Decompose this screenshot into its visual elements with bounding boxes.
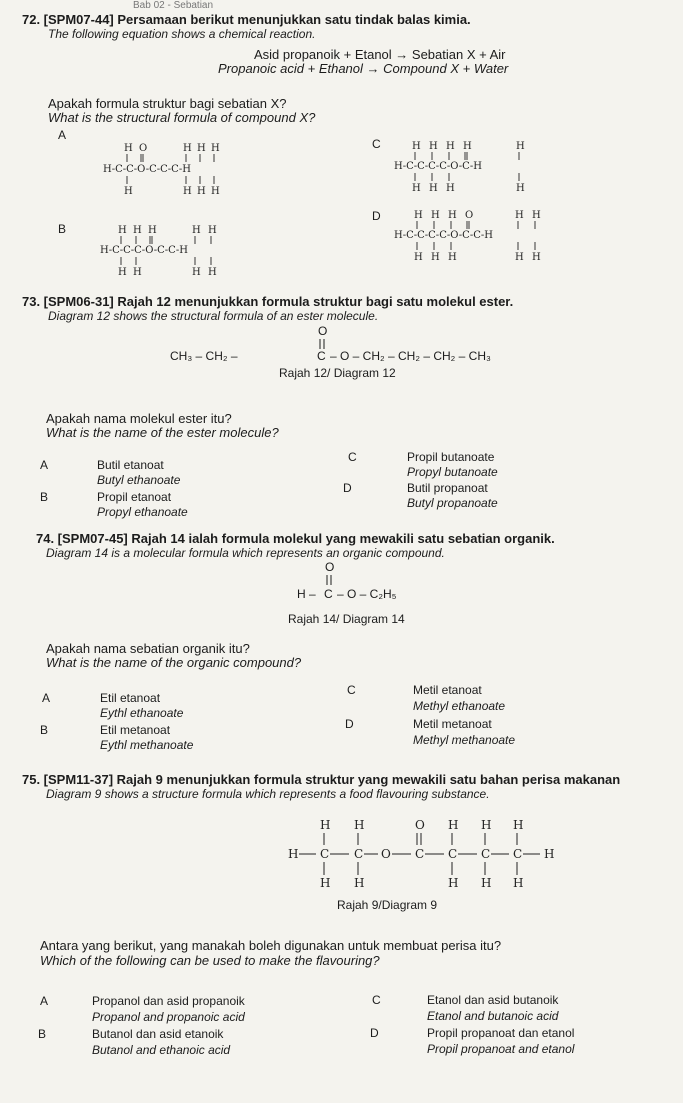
svg-text:H: H (320, 876, 331, 890)
svg-text:H: H (448, 210, 457, 221)
svg-text:H: H (429, 141, 438, 152)
q74-option-c-ms[interactable]: Metil etanoat (413, 683, 482, 697)
q74-option-b-en[interactable]: Eythl methanoate (100, 738, 194, 752)
svg-text:O: O (139, 143, 148, 154)
svg-text:– O – CH₂ – CH₂ – CH₂ – CH₃: – O – CH₂ – CH₂ – CH₂ – CH₃ (330, 349, 491, 363)
q73-option-b-ms[interactable]: Propil etanoat (97, 490, 172, 504)
q73-option-a-ms[interactable]: Butil etanoat (97, 458, 164, 472)
svg-text:H-C-C-C-O-C-C-H: H-C-C-C-O-C-C-H (100, 245, 188, 256)
q75-option-b-en[interactable]: Butanol and ethanoic acid (92, 1043, 231, 1057)
q72-option-d-structure (394, 207, 594, 269)
q72-title-en: The following equation shows a chemical reaction. (48, 27, 316, 41)
svg-text:H-C-C-C-C-O-C-C-H: H-C-C-C-C-O-C-C-H (394, 230, 493, 241)
q75-ask-en: Which of the following can be used to make the flavouring? (40, 953, 380, 968)
q73-option-c-ms[interactable]: Propil butanoate (407, 450, 495, 464)
q72-equation-ms: Asid propanoik + Etanol → Sebatian X + Air (254, 47, 506, 62)
q75-option-c-en[interactable]: Etanol and butanoic acid (427, 1009, 559, 1023)
svg-text:H: H (124, 143, 133, 154)
q74-option-d-letter[interactable]: D (345, 717, 354, 731)
svg-text:H: H (516, 183, 525, 194)
q75-option-c-letter[interactable]: C (372, 993, 381, 1007)
q75-ask-ms: Antara yang berikut, yang manakah boleh digunakan untuk membuat perisa itu? (40, 938, 502, 953)
q73-option-d-letter[interactable]: D (343, 481, 352, 495)
q73-option-a-en[interactable]: Butyl ethanoate (97, 473, 181, 487)
svg-text:H: H (544, 847, 555, 861)
svg-text:H: H (183, 143, 192, 154)
svg-text:H: H (133, 267, 142, 278)
svg-text:H: H (412, 141, 421, 152)
q73-option-c-letter[interactable]: C (348, 450, 357, 464)
svg-text:H: H (532, 210, 541, 221)
q75-caption: Rajah 9/Diagram 9 (337, 898, 438, 912)
q75-option-a-ms[interactable]: Propanol dan asid propanoik (92, 994, 245, 1008)
q72-option-c-structure (394, 138, 574, 198)
svg-text:H: H (532, 252, 541, 263)
svg-text:H: H (431, 252, 440, 263)
q73-option-b-en[interactable]: Propyl ethanoate (97, 505, 188, 519)
svg-text:H: H (211, 186, 220, 197)
q74-option-a-en[interactable]: Eythl ethanoate (100, 706, 184, 720)
q74-title: 74. [SPM07-45] Rajah 14 ialah formula molekul yang mewakili satu sebatian organik. (36, 531, 555, 546)
svg-text:H: H (448, 818, 459, 832)
q75-option-b-letter[interactable]: B (38, 1027, 47, 1041)
svg-text:C: C (317, 349, 326, 363)
svg-text:H: H (354, 818, 365, 832)
q75-option-d-en[interactable]: Propil propanoat and etanol (427, 1042, 575, 1056)
svg-text:H: H (148, 225, 157, 236)
svg-text:H: H (192, 267, 201, 278)
svg-text:H: H (208, 267, 217, 278)
svg-text:H: H (515, 252, 524, 263)
svg-text:C: C (415, 847, 425, 861)
svg-text:H-C-C-C-C-O-C-H: H-C-C-C-C-O-C-H (394, 161, 482, 172)
q74-option-d-en[interactable]: Methyl methanoate (413, 733, 516, 747)
svg-text:H: H (118, 267, 127, 278)
svg-text:H: H (354, 876, 365, 890)
q75-option-d-ms[interactable]: Propil propanoat dan etanol (427, 1026, 575, 1040)
q74-caption: Rajah 14/ Diagram 14 (288, 612, 405, 626)
q75-option-a-en[interactable]: Propanol and propanoic acid (92, 1010, 245, 1024)
q75-structure (282, 815, 582, 897)
svg-text:H: H (197, 143, 206, 154)
svg-text:H: H (516, 141, 525, 152)
svg-text:C: C (324, 587, 333, 601)
q72-ask-ms: Apakah formula struktur bagi sebatian X? (48, 96, 287, 111)
q72-option-a-structure (100, 140, 270, 205)
svg-text:O: O (325, 560, 335, 574)
q73-title: 73. [SPM06-31] Rajah 12 menunjukkan formula struktur bagi satu molekul ester. (22, 294, 514, 309)
svg-text:H: H (463, 141, 472, 152)
q73-option-d-en[interactable]: Butyl propanoate (407, 496, 498, 510)
q72-equation-en: Propanoic acid + Ethanol → Compound X + Water (218, 61, 509, 76)
q74-formula (297, 558, 447, 604)
q75-option-c-ms[interactable]: Etanol dan asid butanoik (427, 993, 559, 1007)
q75-title-en: Diagram 9 shows a structure formula which represents a food flavouring substance. (46, 787, 490, 801)
svg-text:H: H (197, 186, 206, 197)
q73-option-c-en[interactable]: Propyl butanoate (407, 465, 498, 479)
svg-text:H: H (431, 210, 440, 221)
svg-text:H: H (513, 818, 524, 832)
q74-ask-ms: Apakah nama sebatian organik itu? (46, 641, 250, 656)
svg-text:H-C-C-O-C-C-C-H: H-C-C-O-C-C-C-H (103, 164, 191, 175)
q72-option-a-letter[interactable]: A (58, 128, 67, 142)
q73-title-en: Diagram 12 shows the structural formula of an ester molecule. (48, 309, 379, 323)
svg-text:C: C (481, 847, 491, 861)
svg-text:H: H (412, 183, 421, 194)
svg-text:H –: H – (297, 587, 316, 601)
svg-text:H: H (414, 252, 423, 263)
q74-option-c-en[interactable]: Methyl ethanoate (413, 699, 506, 713)
svg-text:H: H (515, 210, 524, 221)
svg-text:H: H (448, 876, 459, 890)
svg-text:H: H (118, 225, 127, 236)
chapter-tag: Bab 02 - Sebatian (133, 0, 214, 11)
q73-caption: Rajah 12/ Diagram 12 (279, 366, 396, 380)
q75-option-a-letter[interactable]: A (40, 994, 49, 1008)
svg-text:H: H (446, 141, 455, 152)
svg-text:H: H (448, 252, 457, 263)
svg-text:H: H (446, 183, 455, 194)
svg-text:H: H (192, 225, 201, 236)
q74-option-c-letter[interactable]: C (347, 683, 356, 697)
q72-option-c-letter[interactable]: C (372, 137, 381, 151)
q75-title: 75. [SPM11-37] Rajah 9 menunjukkan formula struktur yang mewakili satu bahan perisa makanan (22, 772, 621, 787)
svg-text:C: C (320, 847, 330, 861)
q75-option-b-ms[interactable]: Butanol dan asid etanoik (92, 1027, 224, 1041)
svg-text:O: O (318, 324, 328, 338)
svg-text:H: H (429, 183, 438, 194)
q74-title-en: Diagram 14 is a molecular formula which represents an organic compound. (46, 546, 445, 560)
svg-text:O: O (415, 818, 425, 832)
q73-option-a-letter[interactable]: A (40, 458, 49, 472)
q73-option-b-letter[interactable]: B (40, 490, 49, 504)
svg-text:C: C (513, 847, 523, 861)
q74-option-a-ms[interactable]: Etil etanoat (100, 691, 161, 705)
svg-text:C: C (354, 847, 364, 861)
svg-text:C: C (448, 847, 458, 861)
q74-ask-en: What is the name of the organic compound? (46, 655, 302, 670)
svg-text:H: H (288, 847, 299, 861)
q72-title: 72. [SPM07-44] Persamaan berikut menunjukkan satu tindak balas kimia. (22, 12, 471, 27)
q73-ask-ms: Apakah nama molekul ester itu? (46, 411, 232, 426)
svg-text:O: O (381, 847, 391, 861)
svg-text:H: H (513, 876, 524, 890)
q74-option-d-ms[interactable]: Metil metanoat (413, 717, 492, 731)
q74-option-b-ms[interactable]: Etil metanoat (100, 723, 171, 737)
svg-text:– O – C₂H₅: – O – C₂H₅ (337, 587, 397, 601)
q73-ester-formula (170, 322, 590, 368)
svg-text:O: O (465, 210, 474, 221)
svg-text:H: H (481, 876, 492, 890)
svg-text:H: H (211, 143, 220, 154)
q72-option-b-letter[interactable]: B (58, 222, 67, 236)
svg-text:H: H (208, 225, 217, 236)
svg-text:H: H (133, 225, 142, 236)
q72-option-d-letter[interactable]: D (372, 209, 381, 223)
q75-option-d-letter[interactable]: D (370, 1026, 379, 1040)
svg-text:H: H (414, 210, 423, 221)
svg-text:H: H (320, 818, 331, 832)
q72-option-b-structure (100, 222, 270, 284)
svg-text:CH₃ – CH₂ –: CH₃ – CH₂ – (170, 349, 238, 363)
svg-text:H: H (481, 818, 492, 832)
q74-option-a-letter[interactable]: A (42, 691, 51, 705)
svg-text:H: H (124, 186, 133, 197)
q73-option-d-ms[interactable]: Butil propanoat (407, 481, 488, 495)
q74-option-b-letter[interactable]: B (40, 723, 49, 737)
svg-text:H: H (183, 186, 192, 197)
q73-ask-en: What is the name of the ester molecule? (46, 425, 279, 440)
q72-ask-en: What is the structural formula of compound X? (48, 110, 316, 125)
